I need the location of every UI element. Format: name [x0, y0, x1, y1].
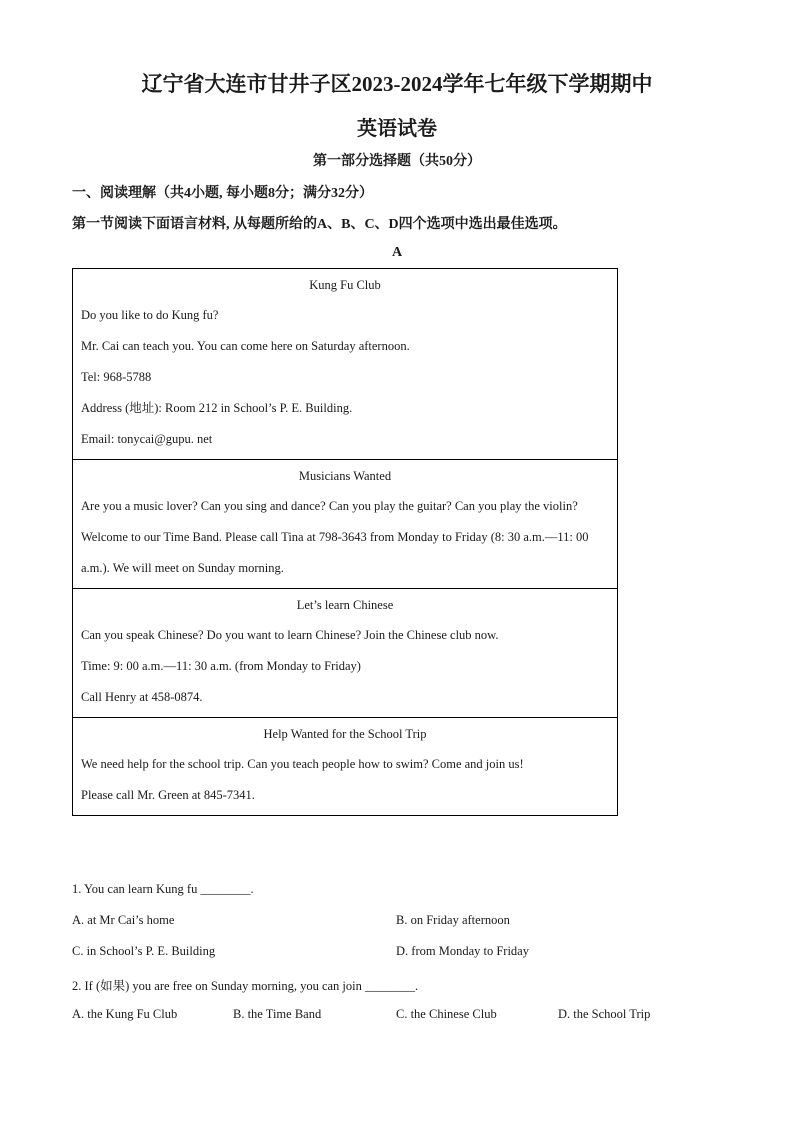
ad-title: Musicians Wanted: [298, 469, 392, 483]
question-option: C. the Chinese Club: [396, 1007, 497, 1021]
question-option: A. the Kung Fu Club: [72, 1007, 178, 1021]
question-stem: 1. You can learn Kung fu ________.: [72, 882, 254, 896]
section-instruction: 第一节阅读下面语言材料, 从每题所给的A、B、C、D四个选项中选出最佳选项。: [72, 217, 567, 232]
part-heading: 第一部分选择题（共50分）: [313, 154, 481, 169]
ad-title: Let’s learn Chinese: [296, 598, 394, 612]
passage-letter: A: [391, 245, 403, 260]
question-stem: 2. If (如果) you are free on Sunday morning, you can join ________.: [72, 979, 419, 993]
ad-line: Please call Mr. Green at 845-7341.: [81, 788, 255, 802]
question-option: D. the School Trip: [558, 1007, 651, 1021]
ad-kung-fu-club: [73, 269, 617, 459]
ad-help-wanted: [73, 717, 617, 815]
ad-line: Time: 9: 00 a.m.—11: 30 a.m. (from Monday to Friday): [81, 659, 361, 673]
document-subtitle: 英语试卷: [357, 118, 437, 140]
ad-musicians-wanted: [73, 459, 617, 588]
ad-learn-chinese: [73, 588, 617, 717]
ad-line: Mr. Cai can teach you. You can come here on Saturday afternoon.: [81, 339, 410, 353]
ad-line: Do you like to do Kung fu?: [81, 308, 219, 322]
question-option: C. in School’s P. E. Building: [72, 944, 216, 958]
question-option: B. on Friday afternoon: [396, 913, 510, 927]
section-heading: 一、阅读理解（共4小题, 每小题8分；满分32分）: [72, 186, 373, 201]
ad-line: Call Henry at 458-0874.: [81, 690, 203, 704]
ad-paragraph: Are you a music lover? Can you sing and dance? Can you play the guitar? Can you play the violin? Welcome to our Time Band. Please call Tina at 798-3643 from Monday to Friday (8: 30 a.m.—11: 00 a.m.). We will meet on Sunday morning.: [81, 499, 589, 575]
question-option: A. at Mr Cai’s home: [72, 913, 175, 927]
question-option: B. the Time Band: [233, 1007, 322, 1021]
ad-line: Can you speak Chinese? Do you want to learn Chinese? Join the Chinese club now.: [81, 628, 499, 642]
ad-line: Tel: 968-5788: [81, 370, 152, 384]
question-option: D. from Monday to Friday: [396, 944, 529, 958]
document-title: 辽宁省大连市甘井子区2023-2024学年七年级下学期期中: [141, 72, 653, 96]
ad-title: Help Wanted for the School Trip: [263, 727, 427, 741]
ads-table: [72, 268, 618, 816]
ad-line: Address (地址): Room 212 in School’s P. E. Building.: [81, 401, 353, 415]
ad-line: We need help for the school trip. Can you teach people how to swim? Come and join us!: [81, 757, 524, 771]
ad-title: Kung Fu Club: [309, 278, 381, 292]
ad-line: Email: tonycai@gupu. net: [81, 432, 213, 446]
